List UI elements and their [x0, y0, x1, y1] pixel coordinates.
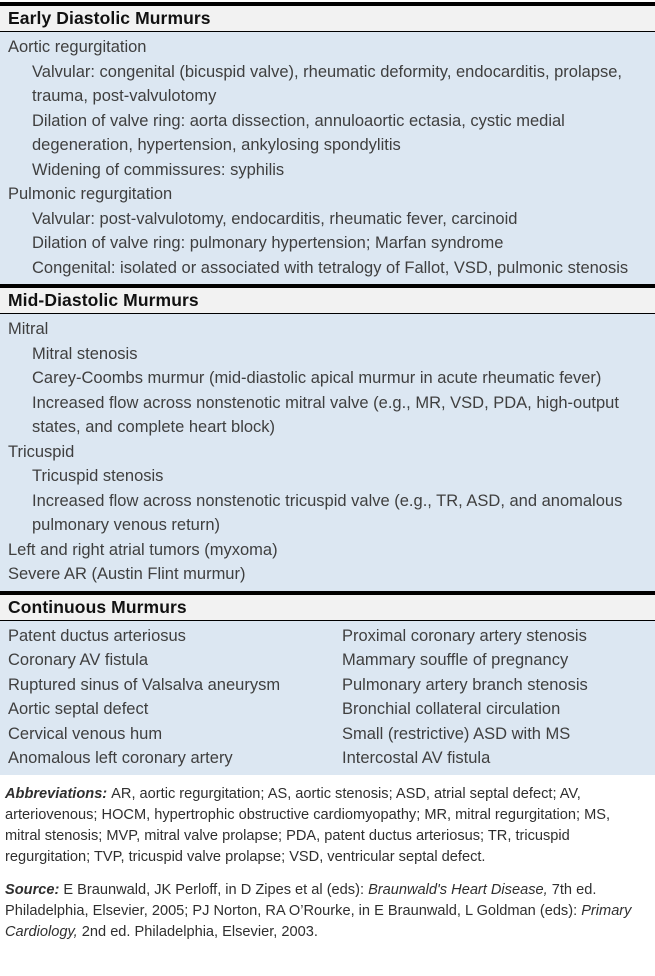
- section-title: Mid-Diastolic Murmurs: [8, 290, 199, 310]
- list-item: Mitral: [8, 320, 49, 338]
- continuous-murmur-item: Mammary souffle of pregnancy: [342, 651, 569, 669]
- continuous-murmur-item: Coronary AV fistula: [8, 651, 149, 669]
- list-item: Valvular: post-valvulotomy, endocarditis, rheumatic fever, carcinoid: [32, 209, 518, 228]
- list-item: Pulmonic regurgitation: [8, 185, 173, 203]
- section-header-mid-diastolic: [0, 284, 655, 314]
- list-item: Valvular: congenital (bicuspid valve), rheumatic deformity, endocarditis, prolapse, trauma, post-valvulotomy: [32, 62, 623, 105]
- continuous-murmur-item: Small (restrictive) ASD with MS: [342, 724, 571, 743]
- list-item: Left and right atrial tumors (myxoma): [8, 540, 278, 559]
- section-mid-diastolic-murmurs: [0, 284, 655, 591]
- source-title-italic: Primary Cardiology,: [5, 902, 632, 940]
- list-item: Widening of commissures: syphilis: [32, 160, 285, 179]
- list-item: Tricuspid stenosis: [32, 467, 164, 485]
- list-item: Severe AR (Austin Flint murmur): [8, 565, 246, 583]
- list-item: Dilation of valve ring: pulmonary hypertension; Marfan syndrome: [32, 234, 504, 252]
- source-note: [5, 880, 647, 943]
- heart-murmurs-table: [0, 2, 655, 775]
- source-text: [5, 882, 631, 940]
- continuous-right-column: [334, 624, 647, 771]
- continuous-left-column: [0, 624, 334, 771]
- list-item: Carey-Coombs murmur (mid-diastolic apical murmur in acute rheumatic fever): [32, 369, 602, 387]
- section-body-continuous: [0, 621, 655, 775]
- continuous-murmur-item: Cervical venous hum: [8, 724, 163, 743]
- continuous-murmur-item: Anomalous left coronary artery: [8, 749, 233, 767]
- list-item: Tricuspid: [8, 442, 75, 461]
- source-title-italic: Braunwald's Heart Disease,: [368, 881, 548, 898]
- continuous-murmur-item: Ruptured sinus of Valsalva aneurysm: [8, 675, 281, 694]
- section-body-mid-diastolic: [0, 314, 655, 591]
- source-text-segment: E Braunwald, JK Perloff, in D Zipes et al (eds):: [63, 881, 369, 898]
- continuous-murmur-item: Bronchial collateral circulation: [342, 700, 561, 718]
- continuous-murmur-item: Aortic septal defect: [8, 700, 149, 718]
- source-label: Source:: [5, 881, 60, 898]
- section-header-continuous: [0, 591, 655, 621]
- continuous-murmur-item: Patent ductus arteriosus: [8, 626, 186, 645]
- list-item: Mitral stenosis: [32, 344, 138, 363]
- abbreviations-note: [5, 784, 647, 868]
- table-footnotes: [0, 775, 655, 943]
- section-title: Continuous Murmurs: [8, 596, 187, 617]
- list-item: Congenital: isolated or associated with tetralogy of Fallot, VSD, pulmonic stenosis: [32, 258, 629, 277]
- section-header-early-diastolic: [0, 6, 655, 32]
- source-text-segment: 7th ed. Philadelphia, Elsevier, 2005; PJ Norton, RA O’Rourke, in E Braunwald, L Goldman (eds):: [5, 881, 597, 919]
- section-body-early-diastolic: [0, 32, 655, 284]
- list-item: Dilation of valve ring: aorta dissection, annuloaortic ectasia, cystic medial degeneration, hypertension, ankylosing spondylitis: [32, 111, 565, 154]
- list-item: Increased flow across nonstenotic tricuspid valve (e.g., TR, ASD, and anomalous pulmonary venous return): [32, 491, 623, 534]
- list-item: Increased flow across nonstenotic mitral valve (e.g., MR, VSD, PDA, high-output states, and complete heart block): [32, 393, 619, 436]
- abbreviations-text: AR, aortic regurgitation; AS, aortic stenosis; ASD, atrial septal defect; AV, arteriovenous; HOCM, hypertrophic obstructive cardiomyopathy; MR, mitral regurgitation; MS, mitral stenosis; MVP, mitral valve prolapse; PDA, patent ductus arteriosus; TR, tricuspid regurgitation; TVP, tricuspid valve prolapse; VSD, ventricular septal defect.: [5, 785, 611, 865]
- continuous-murmur-item: Proximal coronary artery stenosis: [342, 626, 587, 645]
- continuous-murmur-item: Pulmonary artery branch stenosis: [342, 675, 588, 694]
- source-text-segment: 2nd ed. Philadelphia, Elsevier, 2003.: [77, 923, 318, 940]
- section-continuous-murmurs: [0, 591, 655, 775]
- section-title: Early Diastolic Murmurs: [8, 8, 211, 28]
- list-item: Aortic regurgitation: [8, 38, 147, 56]
- section-early-diastolic-murmurs: [0, 6, 655, 284]
- continuous-murmur-item: Intercostal AV fistula: [342, 749, 491, 767]
- abbreviations-label: Abbreviations:: [5, 785, 108, 802]
